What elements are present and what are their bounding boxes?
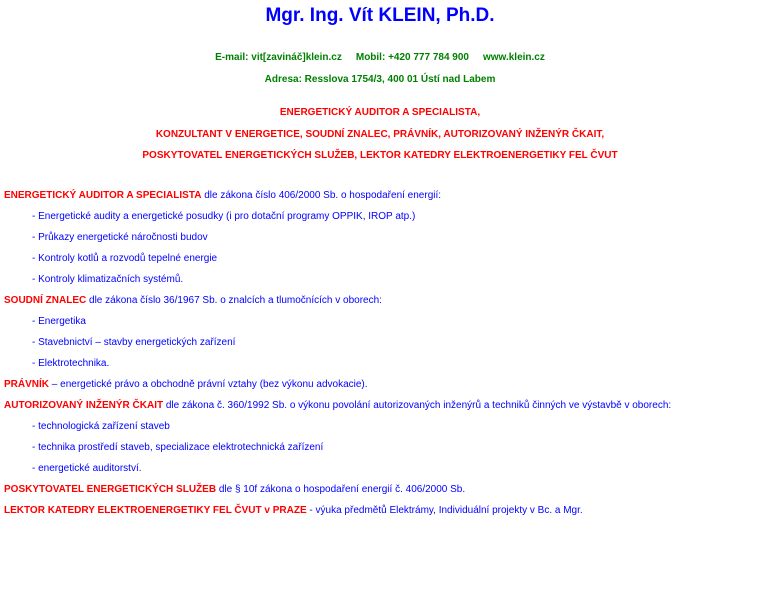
- autorizovany-text: dle zákona č. 360/1992 Sb. o výkonu povolání autorizovaných inženýrů a techniků činných ve výstavbě v oborech:: [163, 400, 672, 411]
- list-item: - technika prostředí staveb, specializace elektrotechnická zařízení: [32, 442, 324, 453]
- website-link[interactable]: www.klein.cz: [482, 52, 545, 63]
- list-item: - Energetika: [32, 316, 86, 327]
- lektor-title: LEKTOR KATEDRY ELEKTROENERGETIKY FEL ČVUT v PRAZE: [4, 505, 307, 516]
- znalec-row: [0, 295, 760, 307]
- list-item: - Energetické audity a energetické posudky (i pro dotační programy OPPIK, IROP atp.): [32, 211, 416, 222]
- list-item: - energetické auditorství.: [32, 463, 142, 474]
- phone-text: Mobil: +420 777 784 900: [355, 52, 469, 63]
- email-text: E-mail: vit[zavináč]klein.cz: [215, 52, 342, 63]
- headline-1: ENERGETICKÝ AUDITOR A SPECIALISTA,: [279, 107, 481, 118]
- headline-2: KONZULTANT V ENERGETICE, SOUDNÍ ZNALEC, PRÁVNÍK, AUTORIZOVANÝ INŽENÝR ČKAIT,: [155, 129, 605, 140]
- auditor-row: [0, 190, 760, 202]
- znalec-text: dle zákona číslo 36/1967 Sb. o znalcích a tlumočnících v oborech:: [86, 295, 382, 306]
- list-item: - Kontroly kotlů a rozvodů tepelné energie: [32, 253, 218, 264]
- list-item: - Kontroly klimatizačních systémů.: [32, 274, 184, 285]
- list-item: - Elektrotechnika.: [32, 358, 110, 369]
- pravnik-row: [0, 379, 760, 391]
- lektor-row: [0, 505, 760, 517]
- auditor-title: ENERGETICKÝ AUDITOR A SPECIALISTA: [4, 190, 202, 201]
- autorizovany-row: [0, 400, 760, 412]
- content-section: [0, 190, 760, 517]
- contact-line: [0, 52, 760, 64]
- lektor-text: - výuka předmětů Elektrámy, Individuální projekty v Bc. a Mgr.: [306, 505, 583, 516]
- autorizovany-title: AUTORIZOVANÝ INŽENÝR ČKAIT: [4, 400, 164, 411]
- list-item: - Průkazy energetické náročnosti budov: [32, 232, 208, 243]
- list-item: - Stavebnictví – stavby energetických zařízení: [32, 337, 236, 348]
- address-text: Adresa: Resslova 1754/3, 400 01 Ústí nad Labem: [264, 74, 496, 85]
- auditor-text: dle zákona číslo 406/2000 Sb. o hospodaření energií:: [201, 190, 442, 201]
- poskytovatel-text: dle § 10f zákona o hospodaření energií č. 406/2000 Sb.: [216, 484, 466, 495]
- page-title: Mgr. Ing. Vít KLEIN, Ph.D.: [265, 5, 495, 26]
- pravnik-text: – energetické právo a obchodně právní vztahy (bez výkonu advokacie).: [49, 379, 368, 390]
- headline-3: POSKYTOVATEL ENERGETICKÝCH SLUŽEB, LEKTOR KATEDRY ELEKTROENERGETIKY FEL ČVUT: [142, 150, 618, 161]
- znalec-title: SOUDNÍ ZNALEC: [4, 295, 87, 306]
- poskytovatel-row: [0, 484, 760, 496]
- list-item: - technologická zařízení staveb: [32, 421, 170, 432]
- poskytovatel-title: POSKYTOVATEL ENERGETICKÝCH SLUŽEB: [4, 484, 217, 495]
- pravnik-title: PRÁVNÍK: [4, 379, 50, 390]
